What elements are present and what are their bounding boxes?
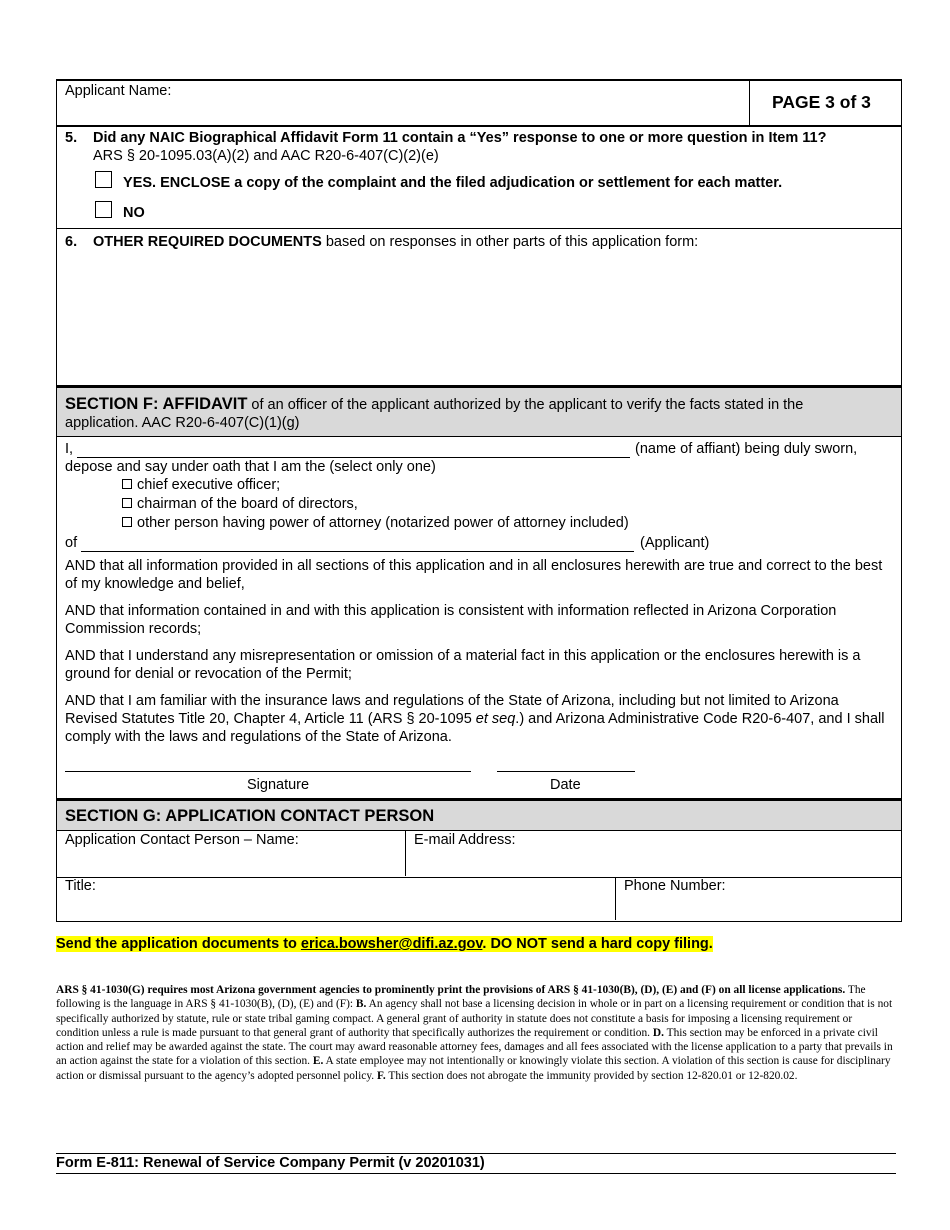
affidavit-para-4b: .) and Arizona Administrative Code R20-6-407, and I shall comply with the laws and regulations of the State of Arizona. xyxy=(65,711,885,745)
item5-citation: ARS § 20-1095.03(A)(2) and AAC R20-6-407(C)(2)(e) xyxy=(93,148,439,164)
legal-F: F. xyxy=(376,1069,386,1082)
footer-form-label: Form E-811: Renewal of Service Company Permit (v 20201031) xyxy=(56,1155,485,1171)
officer-option-2[interactable] xyxy=(122,496,358,512)
depose-text: depose and say under oath that I am the (select only one) xyxy=(65,459,436,475)
officer-option-1-label: chief executive officer; xyxy=(137,477,281,493)
title-cell[interactable] xyxy=(57,877,616,920)
signature-line[interactable] xyxy=(65,771,471,772)
item6-number: 6. xyxy=(65,234,78,250)
officer-option-1-checkbox[interactable] xyxy=(122,479,132,489)
affidavit-para-2: AND that information contained in and with this application is consistent with information reflected in Arizona Corporation Commission records; xyxy=(65,603,837,637)
officer-option-1[interactable] xyxy=(122,477,280,493)
sectionF-body xyxy=(56,436,902,800)
sectionF-heading xyxy=(65,395,895,432)
affidavit-para-1: AND that all information provided in all sections of this application and in all enclosures herewith are true and correct to the best of my knowledge and belief, xyxy=(65,558,883,592)
legal-bold-intro: ARS § 41-1030(G) requires most Arizona government agencies to prominently print the provisions of ARS § 41-1030(B), (D), (E) and (F) on all license applications. xyxy=(56,984,846,996)
legal-text-D: This section may be enforced in a private civil action and relief may be awarded against the state. The court may award reasonable attorney fees, damages and all fees associated with the license application to a party that prevails in an action against the state for a violation of this section. xyxy=(56,1026,893,1068)
legal-text-E: A state employee may not intentionally or knowingly violate this section. A violation of this section is cause for disciplinary action or dismissal pursuant to the agency’s adopted personnel policy. xyxy=(56,1055,891,1082)
sectionF-subtitle-2: application. AAC R20-6-407(C)(1)(g) xyxy=(65,415,300,431)
legal-E: E. xyxy=(312,1055,324,1068)
officer-option-2-label: chairman of the board of directors, xyxy=(137,496,358,512)
applicant-name-field[interactable] xyxy=(217,83,737,123)
sectionG-title: SECTION G: APPLICATION CONTACT PERSON xyxy=(65,807,435,825)
affidavit-para-4-em: et seq xyxy=(475,711,516,727)
item6-text xyxy=(93,234,698,250)
date-label: Date xyxy=(550,777,581,793)
phone-cell[interactable] xyxy=(616,877,901,920)
applicant-line-prefix: of xyxy=(65,535,78,551)
affiant-line-prefix: I, xyxy=(65,441,74,457)
legal-B: B. xyxy=(355,998,367,1011)
sectionG-header xyxy=(56,798,902,831)
contact-name-cell[interactable] xyxy=(57,830,406,876)
officer-option-3-label: other person having power of attorney (notarized power of attorney included) xyxy=(137,515,629,531)
item5-yes-row xyxy=(95,171,782,191)
email-label: E-mail Address: xyxy=(414,832,516,848)
officer-option-2-checkbox[interactable] xyxy=(122,498,132,508)
item6-title: OTHER REQUIRED DOCUMENTS xyxy=(93,234,322,250)
item6-desc: based on responses in other parts of this application form: xyxy=(321,234,699,250)
affidavit-para-4a: AND that I am familiar with the insurance laws and regulations of the State of Arizona, including but not limited to Arizona Revised Statutes Title 20, Chapter 4, Article 11 (ARS § 20-1095 xyxy=(65,693,839,727)
applicant-line-suffix: (Applicant) xyxy=(640,535,710,551)
legal-text-F: This section does not abrogate the immunity provided by section 12-820.01 or 12-820.02. xyxy=(385,1069,798,1082)
submission-notice xyxy=(56,936,713,952)
item5-no-row xyxy=(95,201,145,221)
date-line[interactable] xyxy=(497,771,635,772)
legal-D: D. xyxy=(652,1026,664,1039)
signature-label: Signature xyxy=(247,777,310,793)
officer-option-3-checkbox[interactable] xyxy=(122,517,132,527)
no-checkbox[interactable] xyxy=(95,201,112,218)
officer-option-3[interactable] xyxy=(122,515,629,531)
footer-bottom-rule xyxy=(56,1173,896,1174)
phone-label: Phone Number: xyxy=(624,878,726,894)
item6-box xyxy=(56,228,902,386)
sectionG-row1 xyxy=(56,830,902,878)
affidavit-para-4 xyxy=(65,692,895,746)
affiant-line-suffix: (name of affiant) being duly sworn, xyxy=(635,441,858,457)
sectionF-subtitle-1: of an officer of the applicant authorized by the applicant to verify the facts stated in the xyxy=(247,397,804,413)
page-number-cell xyxy=(749,81,902,125)
legal-text-1: The following is the language in ARS § 41-1030(B), (D), (E) and (F): xyxy=(56,984,866,1011)
applicant-name-line[interactable] xyxy=(81,551,634,552)
notice-email-link[interactable]: erica.bowsher@difi.az.gov xyxy=(300,936,483,952)
sectionG-row2 xyxy=(56,877,902,922)
page-number: PAGE 3 of 3 xyxy=(772,92,871,112)
yes-label: YES. ENCLOSE a copy of the complaint and the filed adjudication or settlement for each matter. xyxy=(123,175,783,191)
title-label: Title: xyxy=(65,878,96,894)
other-documents-area[interactable] xyxy=(65,255,893,381)
no-label: NO xyxy=(123,205,145,221)
legal-text-B: An agency shall not base a licensing decision in whole or in part on a licensing requirement or condition that is not specifically authorized by statute, rule or state tribal gaming compact. A general grant of authority in statute does not constitute a basis for imposing a licensing requirement or condition unless a rule is made pursuant to that general grant of authority that specifically authorizes the requirement or condition. xyxy=(56,998,893,1039)
yes-checkbox[interactable] xyxy=(95,171,112,188)
applicant-name-label: Applicant Name: xyxy=(65,83,172,99)
item5-box xyxy=(56,127,902,229)
item5-question: Did any NAIC Biographical Affidavit Form 11 contain a “Yes” response to one or more question in Item 11? xyxy=(93,130,827,146)
legal-notice xyxy=(56,983,898,1083)
footer-top-rule xyxy=(56,1153,896,1154)
affidavit-para-3: AND that I understand any misrepresentation or omission of a material fact in this application or the enclosures herewith is a ground for denial or revocation of the Permit; xyxy=(65,648,861,682)
contact-name-label: Application Contact Person – Name: xyxy=(65,832,299,848)
sectionF-title: SECTION F: AFFIDAVIT xyxy=(65,395,248,413)
item5-number: 5. xyxy=(65,130,78,146)
affiant-name-line[interactable] xyxy=(77,457,630,458)
sectionF-header xyxy=(56,385,902,437)
notice-suffix: . DO NOT send a hard copy filing. xyxy=(482,936,713,952)
header-applicant-box xyxy=(56,79,902,127)
email-cell[interactable] xyxy=(406,830,901,876)
notice-prefix: Send the application documents to xyxy=(56,936,301,952)
